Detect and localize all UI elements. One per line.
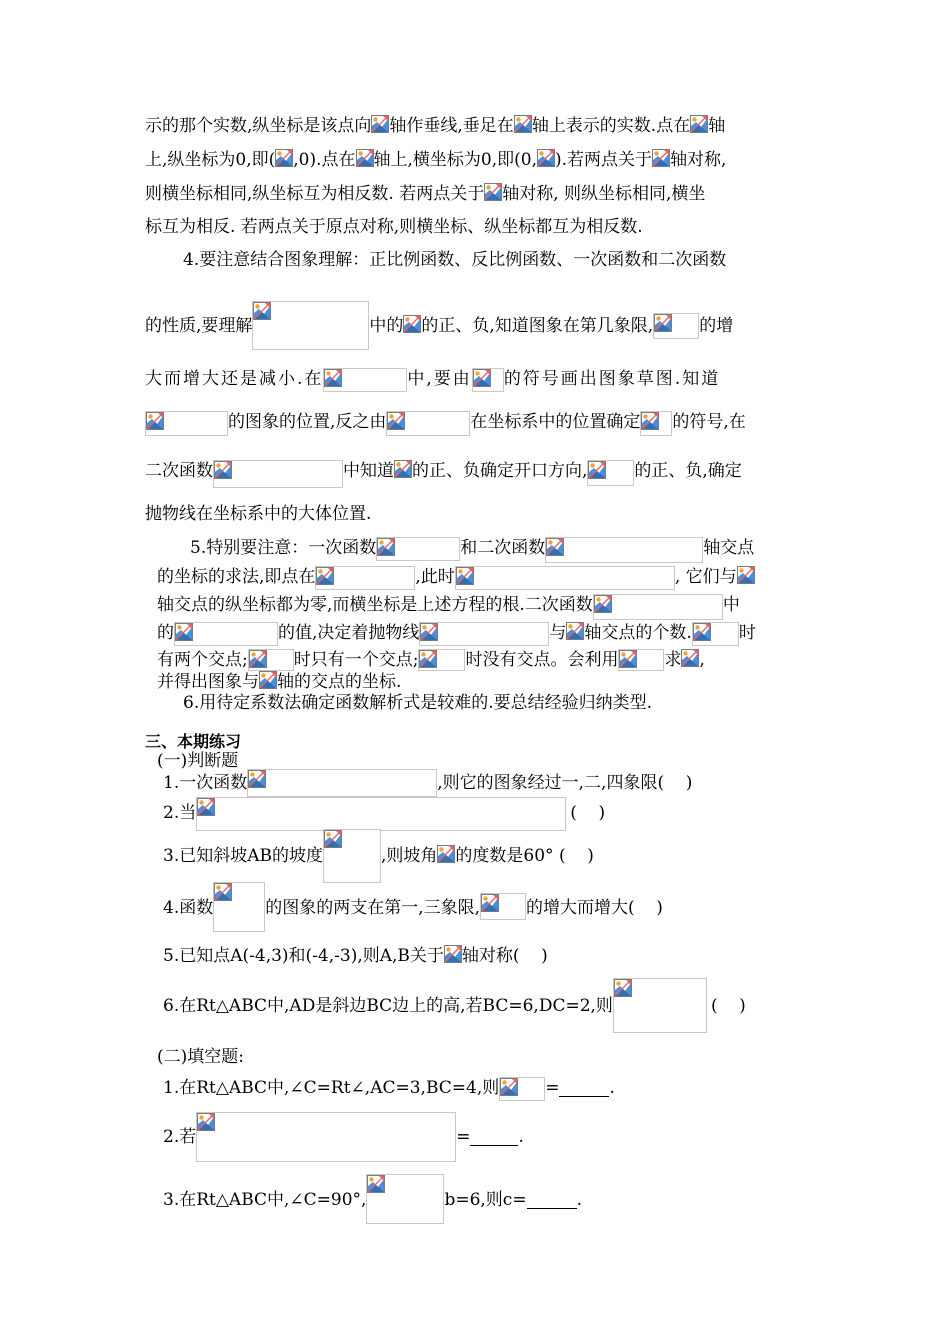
broken-image-icon bbox=[437, 845, 455, 863]
broken-image-icon bbox=[214, 461, 232, 479]
para-functions-line4: 的图象的位置,反之由 在坐标系中的位置确定 的符号,在 bbox=[145, 411, 746, 436]
image-placeholder bbox=[418, 649, 465, 671]
para-functions-line5: 二次函数 中知道 的正、负确定开口方向, 的正、负,确定 bbox=[145, 460, 742, 488]
broken-image-icon bbox=[614, 979, 632, 997]
broken-image-icon bbox=[253, 302, 271, 320]
para-intersections-line1: 5.特别要注意：一次函数 和二次函数 轴交点 bbox=[190, 537, 754, 563]
image-placeholder bbox=[356, 149, 374, 169]
broken-image-icon bbox=[175, 623, 193, 641]
para-coordinates-line1: 示的那个实数,纵坐标是该点向 轴作垂线,垂足在 轴上表示的实数.点在 轴 bbox=[145, 116, 726, 136]
image-placeholder bbox=[566, 622, 584, 642]
broken-image-icon bbox=[394, 460, 412, 478]
broken-image-icon bbox=[652, 149, 670, 167]
broken-image-icon bbox=[371, 115, 389, 133]
image-placeholder bbox=[315, 566, 415, 590]
image-placeholder bbox=[394, 460, 412, 482]
image-placeholder bbox=[196, 797, 566, 831]
image-placeholder bbox=[480, 893, 526, 920]
broken-image-icon bbox=[403, 315, 421, 333]
image-placeholder bbox=[514, 115, 532, 135]
image-placeholder bbox=[403, 315, 421, 337]
broken-image-icon bbox=[259, 671, 277, 689]
para-undetermined-coefficients: 6.用待定系数法确定函数解析式是较难的.要总结经验归纳类型. bbox=[183, 693, 653, 713]
image-placeholder bbox=[613, 978, 707, 1033]
para-functions-line1: 4.要注意结合图象理解：正比例函数、反比例函数、一次函数和二次函数 bbox=[183, 250, 727, 270]
answer-blank[interactable] bbox=[470, 1126, 518, 1146]
para-coordinates-line2: 上,纵坐标为0,即( ,0).点在 轴上,横坐标为0,即(0, ).若两点关于 轴对称, bbox=[145, 150, 727, 170]
broken-image-icon bbox=[484, 183, 502, 201]
image-placeholder bbox=[259, 671, 277, 691]
image-placeholder bbox=[323, 829, 381, 883]
broken-image-icon bbox=[737, 566, 755, 584]
image-placeholder bbox=[587, 460, 634, 486]
image-placeholder bbox=[213, 460, 343, 488]
broken-image-icon bbox=[387, 412, 405, 430]
answer-blank[interactable] bbox=[527, 1189, 577, 1209]
broken-image-icon bbox=[500, 1078, 518, 1096]
broken-image-icon bbox=[690, 115, 708, 133]
para-functions-line3: 大而增大还是减小.在 中,要由 的符号画出图象草图.知道 bbox=[145, 368, 720, 392]
broken-image-icon bbox=[444, 945, 462, 963]
image-placeholder bbox=[472, 368, 504, 392]
broken-image-icon bbox=[654, 314, 672, 332]
fill-question-3: 3.在Rt△ABC中,∠C=90°, b=6,则c= . bbox=[163, 1174, 582, 1224]
image-placeholder bbox=[444, 945, 462, 965]
broken-image-icon bbox=[514, 115, 532, 133]
para-intersections-line3: 轴交点的纵坐标都为零,而横坐标是上述方程的根.二次函数 中 bbox=[157, 594, 740, 620]
image-placeholder bbox=[196, 1112, 456, 1162]
broken-image-icon bbox=[588, 461, 606, 479]
para-intersections-line5: 有两个交点; 时只有一个交点; 时没有交点。会利用 求 , bbox=[157, 650, 705, 670]
judge-question-4: 4.函数 的图象的两支在第一,三象限, 的增大而增大( ) bbox=[163, 882, 663, 932]
para-intersections-line6: 并得出图象与 轴的交点的坐标. bbox=[157, 672, 402, 692]
image-placeholder bbox=[371, 115, 389, 135]
image-placeholder bbox=[640, 411, 672, 436]
answer-blank[interactable] bbox=[559, 1077, 609, 1097]
broken-image-icon bbox=[248, 770, 266, 788]
image-placeholder bbox=[376, 537, 460, 561]
broken-image-icon bbox=[356, 149, 374, 167]
image-placeholder bbox=[545, 537, 703, 563]
broken-image-icon bbox=[214, 883, 232, 901]
judge-question-5: 5.已知点A(-4,3)和(-4,-3),则A,B关于 轴对称( ) bbox=[163, 946, 548, 966]
broken-image-icon bbox=[197, 1113, 215, 1131]
para-functions-line2: 的性质,要理解 中的 的正、负,知道图象在第几象限, 的增 bbox=[145, 301, 733, 350]
judge-question-2: 2.当 ( ) bbox=[163, 797, 605, 831]
broken-image-icon bbox=[324, 369, 342, 387]
judge-question-1: 1.一次函数 ,则它的图象经过一,二,四象限( ) bbox=[163, 769, 692, 797]
image-placeholder bbox=[174, 622, 278, 646]
broken-image-icon bbox=[619, 650, 637, 668]
para-functions-line6: 抛物线在坐标系中的大体位置. bbox=[145, 504, 372, 524]
para-intersections-line4: 的 的值,决定着抛物线 与 轴交点的个数. 时 bbox=[157, 622, 756, 646]
broken-image-icon bbox=[566, 622, 584, 640]
image-placeholder bbox=[681, 649, 699, 669]
broken-image-icon bbox=[546, 538, 564, 556]
broken-image-icon bbox=[377, 538, 395, 556]
broken-image-icon bbox=[275, 149, 293, 167]
image-placeholder bbox=[275, 149, 293, 169]
image-placeholder bbox=[618, 649, 664, 671]
image-placeholder bbox=[652, 149, 670, 169]
image-placeholder bbox=[419, 622, 549, 646]
broken-image-icon bbox=[249, 650, 267, 668]
image-placeholder bbox=[252, 301, 369, 350]
image-placeholder bbox=[323, 368, 407, 392]
para-coordinates-line3: 则横坐标相同,纵坐标互为相反数. 若两点关于 轴对称, 则纵坐标相同,横坐 bbox=[145, 184, 706, 204]
image-placeholder bbox=[366, 1174, 444, 1224]
image-placeholder bbox=[537, 149, 555, 169]
fill-question-2: 2.若 = . bbox=[163, 1112, 524, 1162]
image-placeholder bbox=[213, 882, 265, 932]
judge-question-6: 6.在Rt△ABC中,AD是斜边BC边上的高,若BC=6,DC=2,则 ( ) bbox=[163, 978, 746, 1033]
broken-image-icon bbox=[693, 623, 711, 641]
broken-image-icon bbox=[681, 649, 699, 667]
broken-image-icon bbox=[419, 650, 437, 668]
broken-image-icon bbox=[316, 567, 334, 585]
image-placeholder bbox=[145, 411, 228, 436]
broken-image-icon bbox=[197, 798, 215, 816]
broken-image-icon bbox=[594, 595, 612, 613]
subsection-judgement: (一)判断题 bbox=[157, 751, 239, 771]
subsection-fill-in: (二)填空题: bbox=[157, 1047, 244, 1067]
image-placeholder bbox=[247, 769, 437, 797]
broken-image-icon bbox=[641, 412, 659, 430]
broken-image-icon bbox=[481, 894, 499, 912]
image-placeholder bbox=[692, 622, 739, 646]
section-title: 三、本期练习 bbox=[145, 732, 242, 751]
para-coordinates-line4: 标互为相反. 若两点关于原点对称,则横坐标、纵坐标都互为相反数. bbox=[145, 217, 643, 237]
image-placeholder bbox=[455, 566, 675, 590]
image-placeholder bbox=[484, 183, 502, 203]
broken-image-icon bbox=[537, 149, 555, 167]
image-placeholder bbox=[690, 115, 708, 135]
broken-image-icon bbox=[367, 1175, 385, 1193]
broken-image-icon bbox=[324, 830, 342, 848]
broken-image-icon bbox=[473, 369, 491, 387]
image-placeholder bbox=[653, 313, 699, 339]
image-placeholder bbox=[386, 411, 470, 436]
image-placeholder bbox=[437, 845, 455, 867]
broken-image-icon bbox=[456, 567, 474, 585]
para-intersections-line2: 的坐标的求法,即点在 ,此时 , 它们与 bbox=[157, 566, 755, 590]
image-placeholder bbox=[248, 649, 294, 671]
image-placeholder bbox=[737, 566, 755, 586]
broken-image-icon bbox=[420, 623, 438, 641]
judge-question-3: 3.已知斜坡AB的坡度 ,则坡角 的度数是60° ( ) bbox=[163, 829, 594, 883]
image-placeholder bbox=[593, 594, 723, 620]
broken-image-icon bbox=[146, 412, 164, 430]
fill-question-1: 1.在Rt△ABC中,∠C=Rt∠,AC=3,BC=4,则 = . bbox=[163, 1077, 615, 1101]
image-placeholder bbox=[499, 1077, 545, 1101]
